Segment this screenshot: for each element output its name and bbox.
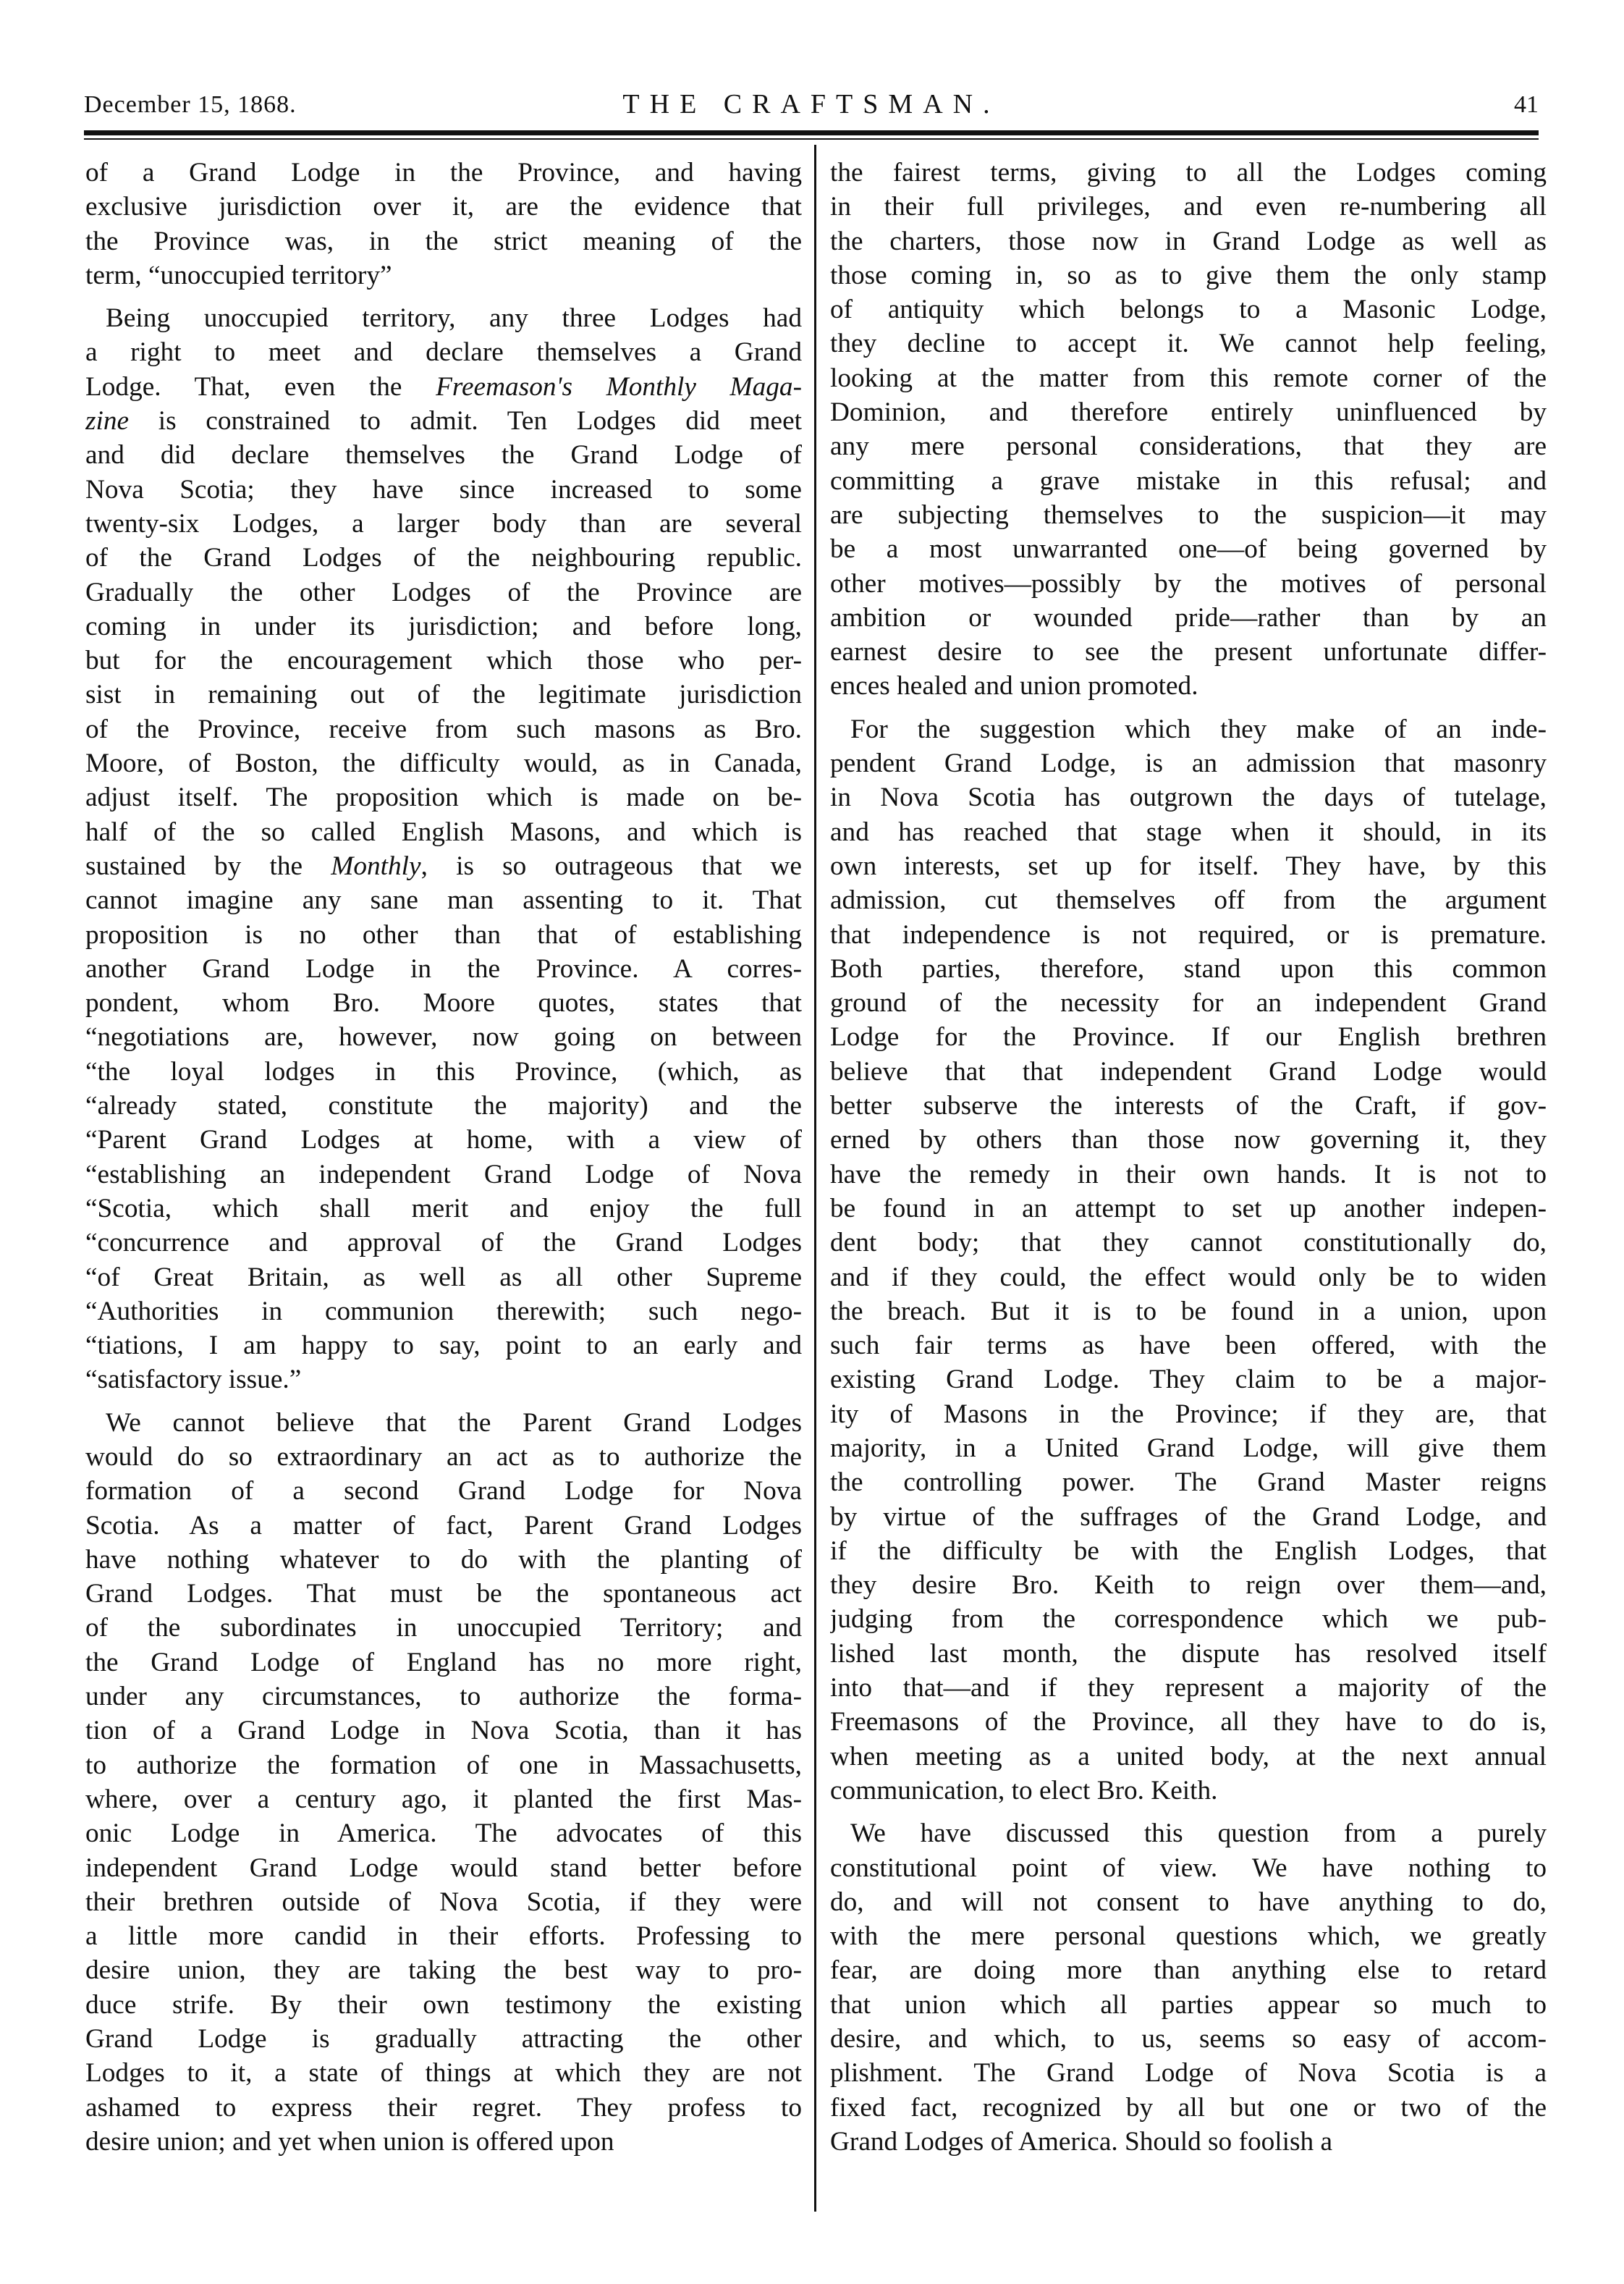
text-line: that union which all parties appear so much to: [830, 1989, 1547, 2020]
text-line: term, “unoccupied territory”: [85, 260, 392, 290]
text-line: the Grand Lodge of England has no more right,: [85, 1647, 802, 1677]
text-line: Lodges to it, a state of things at which they are not: [85, 2058, 802, 2089]
text-line: Gradually the other Lodges of the Province are: [85, 577, 802, 607]
text-line: “of Great Britain, as well as all other Supreme: [85, 1262, 802, 1292]
text-line: ashamed to express their regret. They profess to: [85, 2092, 802, 2123]
text-line: Nova Scotia; they have since increased to some: [85, 474, 802, 505]
text-line: “Authorities in communion therewith; such nego-: [85, 1296, 802, 1326]
text-line: formation of a second Grand Lodge for Nova: [85, 1476, 802, 1506]
text-line: desire, and which, to us, seems so easy of accom-: [830, 2024, 1547, 2055]
text-line: any mere personal considerations, that they are: [830, 431, 1547, 462]
page-header: [84, 84, 1539, 129]
text-line: but for the encouragement which those who per-: [85, 646, 802, 676]
text-line: “the loyal lodges in this Province, (which, as: [85, 1056, 802, 1087]
text-line: such fair terms as have been offered, with the: [830, 1331, 1547, 1361]
paragraph: [85, 301, 802, 1397]
text-line: duce strife. By their own testimony the existing: [85, 1989, 802, 2020]
text-line: desire union; and yet when union is offered upon: [85, 2126, 614, 2157]
text-line: “Parent Grand Lodges at home, with a view of: [85, 1125, 802, 1155]
text-line: sist in remaining out of the legitimate jurisdiction: [85, 680, 802, 710]
text-line: dent body; that they cannot constitutionally do,: [830, 1228, 1547, 1258]
text-line: “Scotia, which shall merit and enjoy the full: [85, 1193, 802, 1223]
paragraph: [830, 712, 1547, 1808]
left-column: [85, 156, 802, 2159]
text-line: judging from the correspondence which we pub-: [830, 1604, 1547, 1635]
text-line: do, and will not consent to have anything to do,: [830, 1887, 1547, 1917]
column-divider: [814, 145, 816, 2212]
text-line: “negotiations are, however, now going on between: [85, 1022, 802, 1053]
text-line: of a Grand Lodge in the Province, and having: [85, 158, 802, 187]
text-line: proposition is no other than that of establishing: [85, 919, 802, 950]
text-line: a right to meet and declare themselves a Grand: [85, 337, 802, 368]
text-line: of antiquity which belongs to a Masonic Lodge,: [830, 295, 1547, 325]
paragraph-gap: [830, 1808, 1547, 1816]
text-line: “establishing an independent Grand Lodge of Nova: [85, 1159, 802, 1189]
text-line: to authorize the formation of one in Massachusetts,: [85, 1750, 802, 1780]
text-line: Lodge. That, even the Freemason's Monthly Maga-: [85, 371, 802, 402]
text-line: admission, cut themselves off from the argument: [830, 885, 1547, 916]
header-rule-thin: [84, 138, 1539, 140]
text-line: Freemasons of the Province, all they have to do is,: [830, 1707, 1547, 1737]
text-line: earnest desire to see the present unfortunate differ-: [830, 637, 1547, 667]
text-line: ity of Masons in the Province; if they are, that: [830, 1399, 1547, 1429]
text-line: coming in under its jurisdiction; and before long,: [85, 611, 802, 641]
text-line: Being unoccupied territory, any three Lodges had: [106, 303, 802, 334]
text-line: cannot imagine any sane man assenting to it. That: [85, 885, 802, 916]
text-line: and did declare themselves the Grand Lodge of: [85, 440, 802, 471]
text-line: committing a grave mistake in this refusal; and: [830, 465, 1547, 496]
paragraph-gap: [85, 292, 802, 301]
text-line: and has reached that stage when it should, in its: [830, 817, 1547, 847]
text-line: are subjecting themselves to the suspicion—it may: [830, 500, 1547, 530]
text-line: Moore, of Boston, the difficulty would, as in Canada,: [85, 749, 802, 779]
text-line: they decline to accept it. We cannot help feeling,: [830, 329, 1547, 359]
text-line: constitutional point of view. We have nothing to: [830, 1853, 1547, 1883]
text-line: ambition or wounded pride—rather than by an: [830, 602, 1547, 633]
text-line: twenty-six Lodges, a larger body than are several: [85, 508, 802, 539]
paragraph-gap: [85, 1397, 802, 1406]
text-line: own interests, set up for itself. They have, by this: [830, 851, 1547, 881]
text-line: erned by others than those now governing it, they: [830, 1125, 1547, 1155]
text-line: communication, to elect Bro. Keith.: [830, 1775, 1218, 1805]
text-line: We have discussed this question from a purely: [850, 1819, 1547, 1849]
text-line: those coming in, so as to give them the only stamp: [830, 260, 1547, 290]
text-line: be found in an attempt to set up another indepen-: [830, 1193, 1547, 1223]
text-line: of the Grand Lodges of the neighbouring republic.: [85, 543, 802, 573]
text-line: have the remedy in their own hands. It is not to: [830, 1159, 1547, 1189]
text-line: another Grand Lodge in the Province. A corres-: [85, 953, 802, 984]
text-line: lished last month, the dispute has resolved itself: [830, 1638, 1547, 1669]
text-line: other motives—possibly by the motives of personal: [830, 568, 1547, 599]
issue-date: December 15, 1868.: [84, 91, 297, 118]
text-line: desire union, they are taking the best way to pro-: [85, 1955, 802, 1986]
text-line: Grand Lodges of America. Should so foolish a: [830, 2126, 1333, 2157]
text-line: adjust itself. The proposition which is made on be-: [85, 783, 802, 813]
text-line: fear, are doing more than anything else to retard: [830, 1955, 1547, 1986]
header-rule-thick: [84, 130, 1539, 135]
paragraph-gap: [830, 704, 1547, 712]
text-line: be a most unwarranted one—of being governed by: [830, 534, 1547, 565]
page-number: 41: [1514, 91, 1539, 118]
text-line: onic Lodge in America. The advocates of this: [85, 1819, 802, 1849]
text-line: under any circumstances, to authorize the forma-: [85, 1682, 802, 1712]
text-line: the controlling power. The Grand Master reigns: [830, 1467, 1547, 1498]
text-line: their brethren outside of Nova Scotia, if they were: [85, 1887, 802, 1917]
paragraph: [830, 1816, 1547, 2159]
paragraph: [85, 1406, 802, 2159]
text-line: where, over a century ago, it planted the first Mas-: [85, 1784, 802, 1814]
text-line: existing Grand Lodge. They claim to be a major-: [830, 1365, 1547, 1395]
text-line: Grand Lodge is gradually attracting the other: [85, 2024, 802, 2055]
text-line: “tiations, I am happy to say, point to an early and: [85, 1331, 802, 1361]
text-line: Scotia. As a matter of fact, Parent Grand Lodges: [85, 1510, 802, 1541]
text-line: ground of the necessity for an independent Grand: [830, 988, 1547, 1019]
text-line: by virtue of the suffrages of the Grand Lodge, and: [830, 1501, 1547, 1532]
text-line: the fairest terms, giving to all the Lodges coming: [830, 158, 1547, 187]
text-line: sustained by the Monthly, is so outrageous that we: [85, 851, 802, 881]
paragraph: [830, 156, 1547, 704]
text-line: half of the so called English Masons, and which is: [85, 817, 802, 847]
text-line: “already stated, constitute the majority) and the: [85, 1091, 802, 1121]
text-line: “concurrence and approval of the Grand Lodges: [85, 1228, 802, 1258]
right-column: [830, 156, 1547, 2159]
text-line: they desire Bro. Keith to reign over them—and,: [830, 1570, 1547, 1601]
text-line: fixed fact, recognized by all but one or two of the: [830, 2092, 1547, 2123]
text-line: that independence is not required, or is premature.: [830, 919, 1547, 950]
text-line: better subserve the interests of the Craft, if gov-: [830, 1091, 1547, 1121]
text-line: into that—and if they represent a majority of the: [830, 1673, 1547, 1703]
text-line: have nothing whatever to do with the planting of: [85, 1544, 802, 1575]
text-line: zine is constrained to admit. Ten Lodges did meet: [85, 406, 802, 437]
text-line: when meeting as a united body, at the next annual: [830, 1741, 1547, 1771]
text-line: Dominion, and therefore entirely uninfluenced by: [830, 397, 1547, 428]
text-line: of the subordinates in unoccupied Territory; and: [85, 1613, 802, 1643]
text-line: looking at the matter from this remote corner of the: [830, 363, 1547, 393]
text-line: if the difficulty be with the English Lodges, that: [830, 1535, 1547, 1566]
text-line: plishment. The Grand Lodge of Nova Scotia is a: [830, 2058, 1547, 2089]
text-line: would do so extraordinary an act as to authorize the: [85, 1441, 802, 1472]
text-line: Both parties, therefore, stand upon this common: [830, 953, 1547, 984]
text-line: majority, in a United Grand Lodge, will give them: [830, 1433, 1547, 1463]
paragraph: [85, 156, 802, 292]
text-line: Grand Lodges. That must be the spontaneous act: [85, 1579, 802, 1609]
text-line: in Nova Scotia has outgrown the days of tutelage,: [830, 783, 1547, 813]
text-line: of the Province, receive from such masons as Bro.: [85, 714, 802, 744]
publication-title: THE CRAFTSMAN.: [622, 89, 1000, 119]
text-line: with the mere personal questions which, we greatly: [830, 1921, 1547, 1952]
text-line: believe that that independent Grand Lodge would: [830, 1056, 1547, 1087]
text-line: independent Grand Lodge would stand better before: [85, 1853, 802, 1883]
text-line: pondent, whom Bro. Moore quotes, states that: [85, 988, 802, 1019]
text-line: in their full privileges, and even re-numbering all: [830, 192, 1547, 222]
text-line: “satisfactory issue.”: [85, 1365, 302, 1395]
text-line: the breach. But it is to be found in a union, upon: [830, 1296, 1547, 1326]
text-line: We cannot believe that the Parent Grand Lodges: [106, 1407, 802, 1438]
text-line: the charters, those now in Grand Lodge as well as: [830, 226, 1547, 256]
text-line: and if they could, the effect would only be to widen: [830, 1262, 1547, 1292]
text-line: a little more candid in their efforts. Professing to: [85, 1921, 802, 1952]
text-line: ences healed and union promoted.: [830, 671, 1198, 701]
text-line: Lodge for the Province. If our English brethren: [830, 1022, 1547, 1053]
text-line: pendent Grand Lodge, is an admission that masonry: [830, 749, 1547, 779]
text-line: exclusive jurisdiction over it, are the evidence that: [85, 192, 802, 222]
text-line: the Province was, in the strict meaning of the: [85, 226, 802, 256]
text-line: For the suggestion which they make of an inde-: [850, 714, 1547, 744]
text-line: tion of a Grand Lodge in Nova Scotia, than it has: [85, 1716, 802, 1746]
